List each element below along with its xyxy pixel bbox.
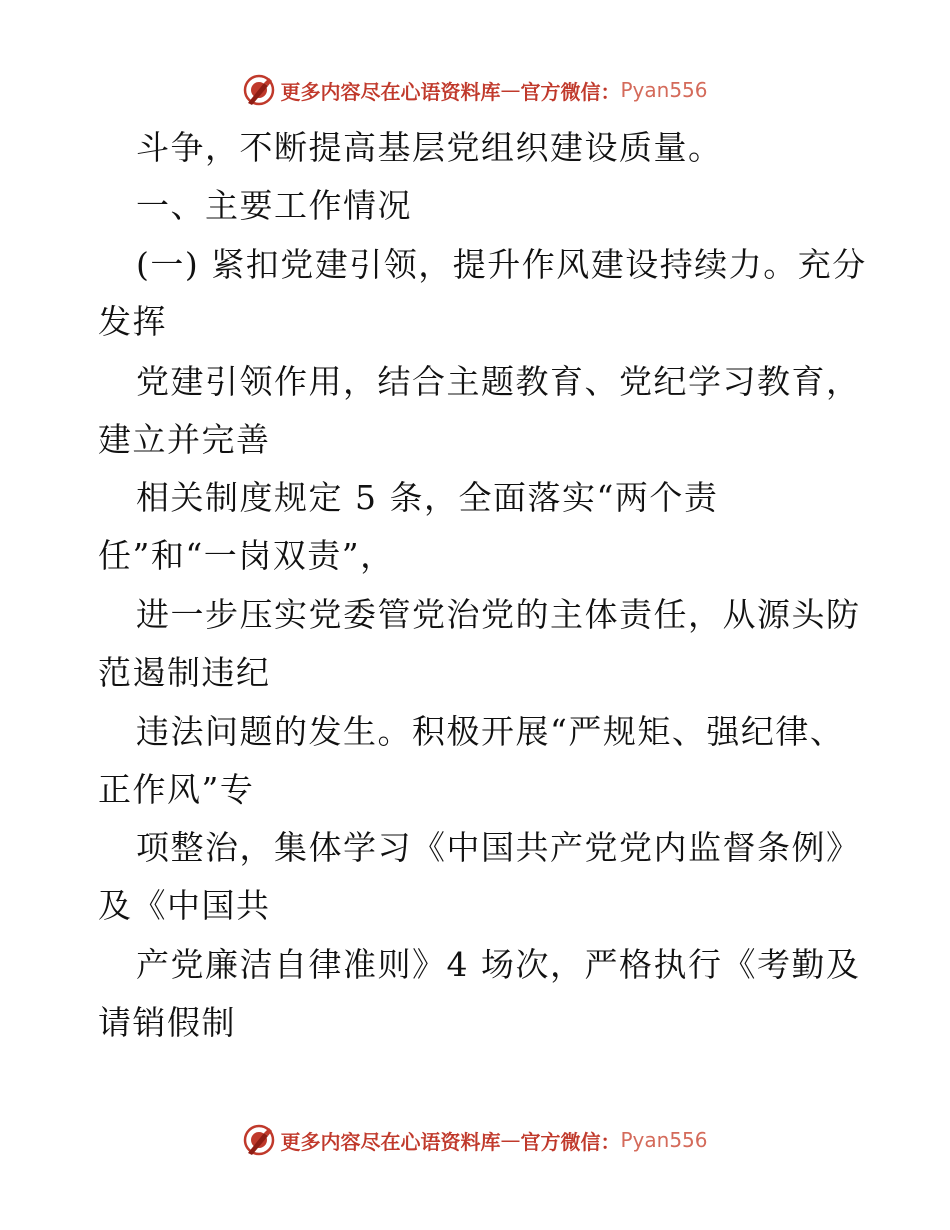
body-line: 斗争，不断提高基层党组织建设质量。 (136, 128, 723, 167)
watermark-wechat-label: 官方微信： (520, 1129, 621, 1154)
watermark-separator: — (500, 78, 521, 102)
body-line: 违法问题的发生。积极开展“严规矩、强纪律、 (136, 712, 845, 751)
pen-logo-icon (242, 1123, 276, 1157)
subsection-heading: (一) 紧扣党建引领，提升作风建设持续力。充分 (136, 245, 867, 284)
watermark-site-text: 更多内容尽在心语资料库 (280, 79, 501, 104)
section-heading: 一、主要工作情况 (136, 186, 412, 225)
body-line: 党建引领作用，结合主题教育、党纪学习教育， (136, 362, 861, 401)
body-line: 及《中国共 (98, 886, 271, 925)
body-line: 请销假制 (98, 1003, 236, 1042)
body-line: 任”和“一岗双责”， (98, 536, 395, 575)
body-line: 建立并完善 (98, 420, 271, 459)
watermark-wechat-id: Pyan556 (620, 78, 708, 102)
body-line: 相关制度规定 5 条，全面落实“两个责 (136, 478, 719, 517)
watermark-wechat-label: 官方微信： (520, 79, 621, 104)
body-line: 发挥 (98, 302, 167, 341)
body-line: 项整治，集体学习《中国共产党党内监督条例》 (136, 828, 861, 867)
watermark-site-text: 更多内容尽在心语资料库 (280, 1129, 501, 1154)
body-line: 进一步压实党委管党治党的主体责任，从源头防 (136, 595, 861, 634)
header-watermark (0, 70, 950, 110)
watermark-separator: — (500, 1128, 521, 1152)
body-line: 产党廉洁自律准则》4 场次，严格执行《考勤及 (136, 945, 861, 984)
body-line: 范遏制违纪 (98, 653, 271, 692)
watermark-wechat-id: Pyan556 (620, 1128, 708, 1152)
body-line: 正作风”专 (98, 770, 255, 809)
footer-watermark (0, 1120, 950, 1160)
pen-logo-icon (242, 73, 276, 107)
